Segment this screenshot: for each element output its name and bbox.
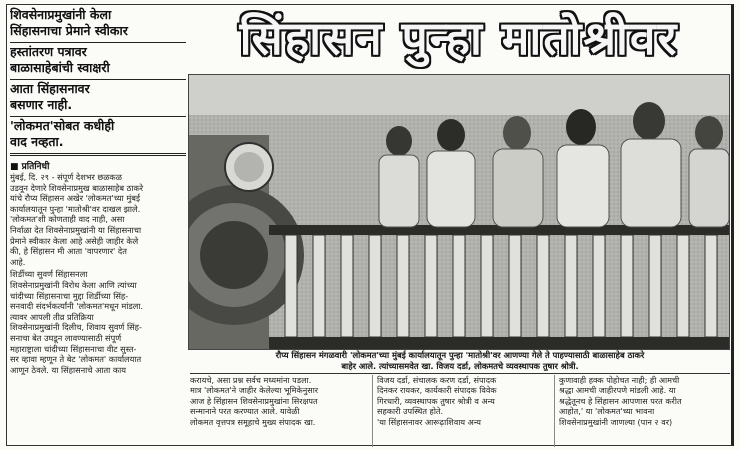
story-line: शिवसेनाप्रमुखांनी विरोध केला आणि त्यांच्या [10,279,137,290]
body-line: सन्मानाने परत करण्यात आले. यावेळी [190,406,300,417]
news-photo [188,74,730,350]
caption-rule [190,373,730,374]
story-line: की, हे सिंहासन मी आता 'वापरणार' देत [10,246,127,257]
story-paragraph-1 [10,172,186,267]
story-paragraph-2 [10,269,186,375]
left-column [10,6,186,444]
byline: ■ प्रतिनिधी [10,162,50,172]
photo-illustration [189,75,729,349]
caption-line: बाहेर आले. त्यांच्यासमवेत खा. विजय दर्डा, लोकमतचे व्यवस्थापक तुषार श्रोत्री. [341,360,579,371]
story-line: शिर्डीच्या सुवर्ण सिंहासनला [10,269,88,280]
body-line: श्रद्धा आमची जाहीरपणे मांडली आहे. या [559,385,676,396]
story-line: उडवून देणारे शिवसेनाप्रमुख बाळासाहेब ठाकरे [10,182,144,193]
story-line: 'लोकमत'शी कोणताही वाद नाही, असा [10,214,125,225]
body-line: दिनकर रायकर, कार्यकारी संपादक विवेक [377,385,497,396]
side-headline-line: बाळासाहेबांची स्वाक्षरी [10,60,110,75]
story-line: यांचे रौप्य सिंहासन अखेर 'लोकमत'च्या मुंबई [10,193,140,204]
story-line: चांदीच्या सिंहासनाचा मुद्दा शिर्डीच्या सिंह- [10,290,129,301]
story-line: त्यावर आपली तीव्र प्रतिक्रिया [10,311,94,322]
body-line: सहकारी उपस्थित होते. [377,406,444,417]
story-line: महाराष्ट्राला चांदीच्या सिंहासनाचा वीट सुस्त- [10,343,137,354]
photo-caption [192,350,728,372]
side-headline-1 [10,6,186,43]
main-headline: सिंहासन पुन्हा मातोश्रीवर [239,11,679,65]
story-line: निर्वाळा देत शिवसेनाप्रमुखांनी या सिंहासनाचा [10,224,142,235]
body-line: करायचे, असा प्रश्न सर्वच मध्यमांना पडला. [190,375,312,385]
story-line: सर व्हावा म्हणून ते बेट 'लोकमत' कार्यालयात [10,354,142,365]
left-story [10,172,186,375]
story-line: कार्यालयातून पुन्हा 'मातोश्री'वर दाखल झाले. [10,203,141,214]
story-line: आहे. [10,256,26,267]
body-line: 'या सिंहासनावर आरूढ़ाशिवाय अन्य [377,416,481,427]
body-line: आज हे सिंहासन शिवसेनाप्रमुखांना सिरक्षपत [190,395,318,406]
side-headline-4 [10,117,186,156]
story-line: आणून ठेवले. या सिंहासनाचे आता काय [10,364,127,375]
side-headline-3 [10,80,186,117]
side-headline-line: 'लोकमत'सोबत कधीही [10,118,115,133]
side-headline-line: बसणार नाही. [10,97,73,112]
body-line: कुणावाही हक्क पोहोचत नाही; ही आमची [559,375,680,385]
bottom-column-2 [372,375,548,447]
story-line: शिवसेनाप्रमुखांनी दिलीच, शिवाय सुवर्ण सिंह- [10,322,142,333]
side-headline-2 [10,43,186,80]
body-line: श्रद्धेतूनच हे सिंहासन आपणास परत करीत [559,395,682,406]
story-line: सनाचा बेत उघडून लावण्यासाठी संपूर्ण [10,332,122,343]
bottom-column-1 [190,375,366,447]
bottom-column-3 [554,375,728,447]
body-line: मात्र 'लोकमत'ने जाहीर केलेल्या भूमिकेनुसार [190,385,319,396]
body-line: आहोत,' या 'लोकमत'च्या भावना [559,406,655,417]
body-line: शिवसेनाप्रमुखांनी जाणल्या (पान २ वर) [559,416,673,427]
body-line: विजय दर्डा, संचालक करण दर्डा, संपादक [377,375,497,385]
side-headline-line: शिवसेनाप्रमुखांनी केला [10,7,112,22]
side-headline-line: आता सिंहासनावर [10,81,90,96]
story-line: प्रेमाने स्वीकार केला आहे असेही जाहीर केले [10,235,139,246]
body-line: लोकमत वृत्तपत्र समूहाचे मुख्य संपादक खा. [190,416,316,427]
side-headline-line: हस्तांतरण पत्रावर [10,44,87,59]
side-headline-line: सिंहासनाचा प्रेमाने स्वीकार [10,23,128,38]
story-line: मुंबई, दि. २९ - संपूर्ण देशभर छळकळ [10,172,122,182]
story-line: सनवादी संदर्भकर्त्यांनी 'लोकमत'मधून मांडला. [10,301,144,312]
side-headline-line: वाद नव्हता. [10,134,64,149]
caption-line: रौप्य सिंहासन मंगळवारी 'लोकमत'च्या मुंबई कार्यालयातून पुन्हा 'मातोश्री'वर आणण्या गेले ते पाहण्यासाठी बाळासाहेब ठाकरे [275,350,645,360]
body-line: गिरधारी, व्यवस्थापक तुषार श्रोत्री व अन्य [377,395,495,406]
